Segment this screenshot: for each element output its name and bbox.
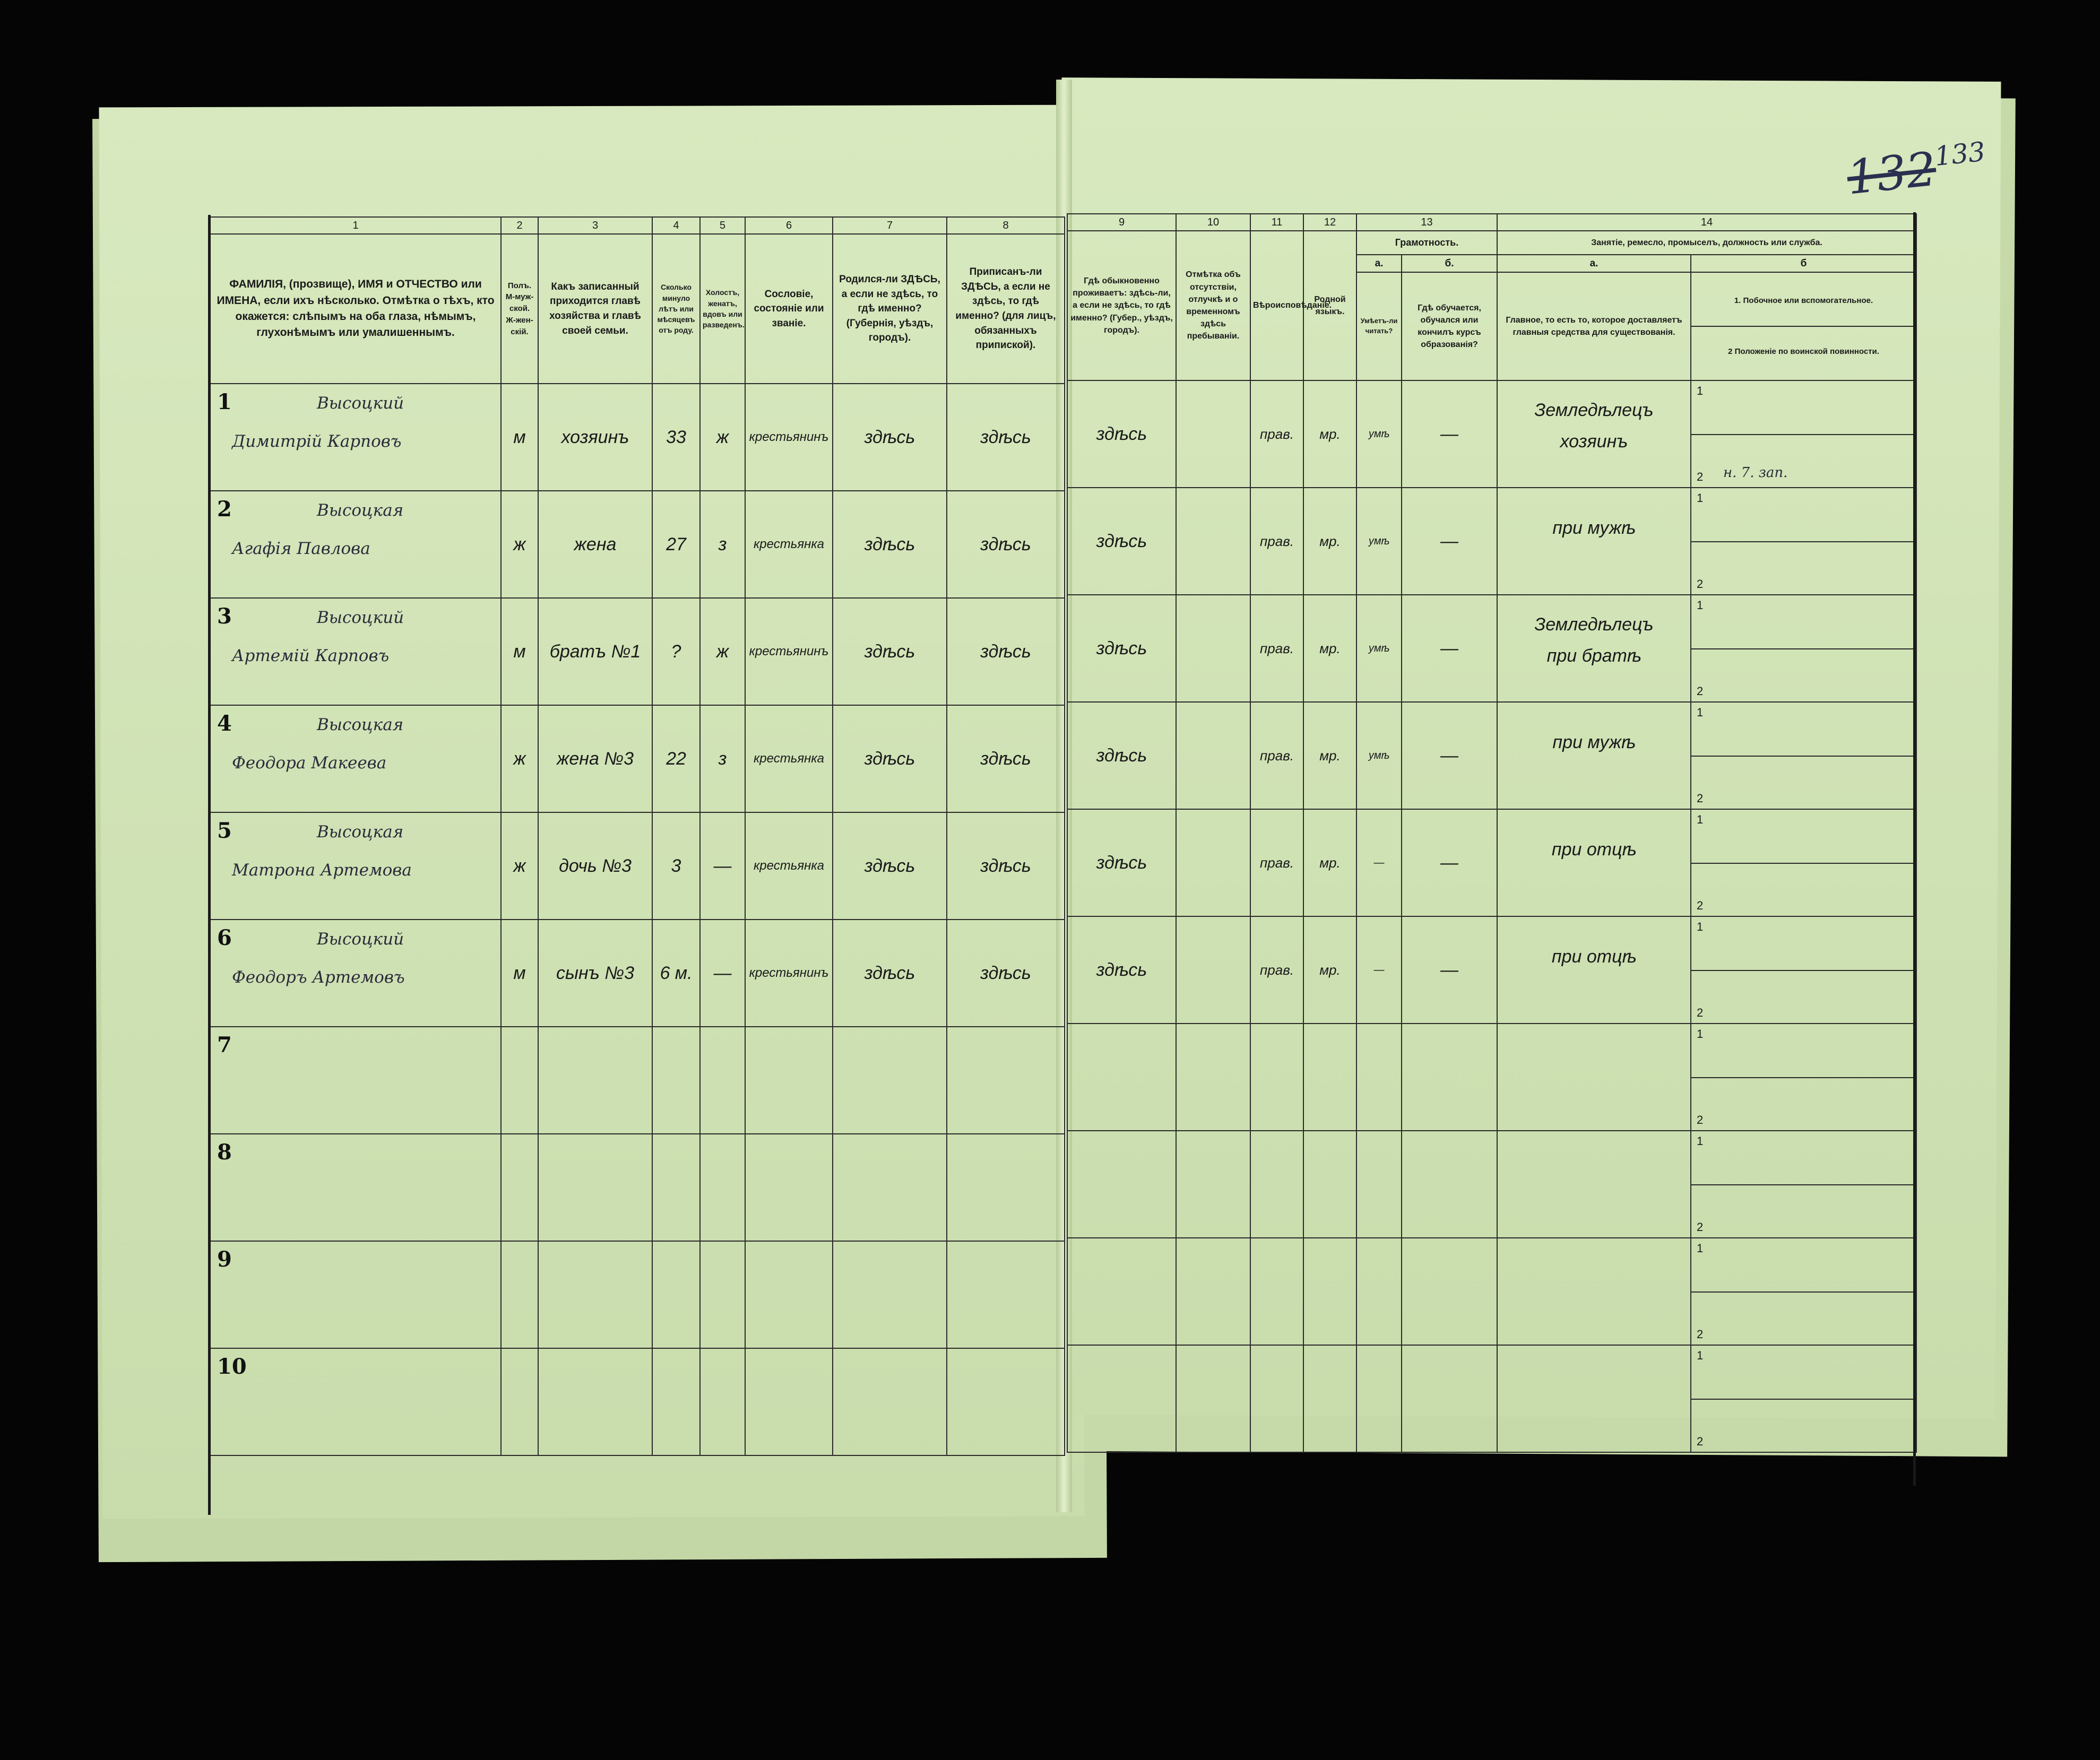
religion-cell <box>1250 1238 1303 1345</box>
residence-cell: здѣсь <box>1067 916 1176 1024</box>
main-occupation-line2: при братѣ <box>1546 646 1641 666</box>
sex-cell: ж <box>501 491 538 598</box>
marital-cell: ж <box>700 384 745 491</box>
row-number: 10 <box>217 1354 247 1379</box>
residence-cell <box>1067 1131 1176 1238</box>
relation-cell <box>538 1241 652 1348</box>
relation-cell <box>538 1027 652 1134</box>
age-cell: 6 м. <box>652 920 700 1027</box>
row-number: 6 <box>217 925 232 950</box>
age-cell: 27 <box>652 491 700 598</box>
row-number: 4 <box>217 711 232 736</box>
sex-cell <box>501 1027 538 1134</box>
header-residence: Гдѣ обыкновенно проживаетъ: здѣсь-ли, а если не здѣсь, то гдѣ именно? (Губер., уѣздъ, городъ). <box>1067 231 1176 380</box>
side-occupation-cell: 1 2 <box>1691 916 1916 1024</box>
column-number: 8 <box>947 217 1065 234</box>
religion-cell: прав. <box>1250 380 1303 488</box>
main-occupation-cell <box>1497 809 1691 916</box>
surname: Высоцкий <box>317 930 404 949</box>
reads-cell: умѣ <box>1356 488 1402 595</box>
main-occupation-line2: хозяинъ <box>1560 431 1628 452</box>
marital-cell <box>700 1241 745 1348</box>
birthplace-cell <box>833 1134 947 1241</box>
age-cell: 33 <box>652 384 700 491</box>
birthplace-cell: здѣсь <box>833 598 947 705</box>
main-occupation-cell <box>1497 1131 1691 1238</box>
language-cell: мр. <box>1303 809 1356 916</box>
table-row <box>1067 1024 1916 1131</box>
relation-cell: сынъ №3 <box>538 920 652 1027</box>
language-cell: мр. <box>1303 380 1356 488</box>
row-number: 1 <box>217 389 232 414</box>
birthplace-cell: здѣсь <box>833 491 947 598</box>
language-cell: мр. <box>1303 595 1356 702</box>
language-cell <box>1303 1024 1356 1131</box>
table-row <box>210 1027 1065 1134</box>
registered-cell <box>947 1241 1065 1348</box>
language-cell: мр. <box>1303 916 1356 1024</box>
military-status: н. 7. зап. <box>1723 465 1788 481</box>
birthplace-cell: здѣсь <box>833 705 947 812</box>
name-cell <box>210 1134 501 1241</box>
language-cell <box>1303 1345 1356 1452</box>
table-row <box>210 491 1065 598</box>
education-cell: — <box>1402 916 1497 1024</box>
reads-cell: — <box>1356 809 1402 916</box>
side-occupation-cell: 1 2 <box>1691 702 1916 809</box>
residence-cell <box>1067 1345 1176 1452</box>
sex-cell: м <box>501 920 538 1027</box>
residence-cell: здѣсь <box>1067 702 1176 809</box>
relation-cell: жена №3 <box>538 705 652 812</box>
row-number: 8 <box>217 1140 232 1165</box>
subheader-letter: а. <box>1497 255 1691 273</box>
birthplace-cell <box>833 1348 947 1455</box>
estate-cell: крестьянинъ <box>745 384 833 491</box>
absence-cell <box>1176 595 1250 702</box>
relation-cell: хозяинъ <box>538 384 652 491</box>
census-table-left <box>210 216 1065 1456</box>
language-cell <box>1303 1238 1356 1345</box>
side-occupation-cell: 1 2 н. 7. зап. <box>1691 380 1916 488</box>
education-cell: — <box>1402 380 1497 488</box>
main-occupation-cell <box>1497 1345 1691 1452</box>
language-cell: мр. <box>1303 702 1356 809</box>
estate-cell <box>745 1027 833 1134</box>
residence-cell: здѣсь <box>1067 380 1176 488</box>
age-cell: ? <box>652 598 700 705</box>
marital-cell <box>700 1348 745 1455</box>
marital-cell: з <box>700 491 745 598</box>
column-number: 9 <box>1067 214 1176 231</box>
side-occupation-cell: 1 2 <box>1691 488 1916 595</box>
name-cell <box>210 384 501 491</box>
main-occupation-cell <box>1497 1024 1691 1131</box>
header-birthplace: Родился-ли ЗДѢСЬ, а если не здѣсь, то гдѣ именно? (Губернія, уѣздъ, городъ). <box>833 234 947 384</box>
absence-cell <box>1176 1024 1250 1131</box>
absence-cell <box>1176 916 1250 1024</box>
column-header-row <box>210 234 1065 384</box>
registered-cell: здѣсь <box>947 491 1065 598</box>
estate-cell: крестьянка <box>745 705 833 812</box>
main-occupation-cell <box>1497 488 1691 595</box>
estate-cell: крестьянинъ <box>745 920 833 1027</box>
name-cell <box>210 598 501 705</box>
reads-cell <box>1356 1345 1402 1452</box>
registered-cell: здѣсь <box>947 812 1065 920</box>
column-number: 11 <box>1250 214 1303 231</box>
birthplace-cell <box>833 1027 947 1134</box>
side-occupation-cell: 1 2 <box>1691 1024 1916 1131</box>
language-cell <box>1303 1131 1356 1238</box>
marital-cell: з <box>700 705 745 812</box>
header-occupation: Занятіе, ремесло, промыселъ, должность или служба. <box>1497 231 1916 255</box>
header-relation: Какъ записанный приходится главѣ хозяйства и главѣ своей семьи. <box>538 234 652 384</box>
name-cell <box>210 1241 501 1348</box>
age-cell <box>652 1241 700 1348</box>
registered-cell: здѣсь <box>947 920 1065 1027</box>
birthplace-cell <box>833 1241 947 1348</box>
column-number-row <box>210 217 1065 234</box>
header-estate: Сословіе, состояніе или званіе. <box>745 234 833 384</box>
absence-cell <box>1176 1238 1250 1345</box>
registered-cell <box>947 1348 1065 1455</box>
header-language: Родной языкъ. <box>1303 231 1356 380</box>
column-number-row <box>1067 214 1916 231</box>
religion-cell <box>1250 1024 1303 1131</box>
surname: Высоцкий <box>317 394 404 413</box>
given-name: Артемій Карповъ <box>232 646 390 665</box>
column-number: 5 <box>700 217 745 234</box>
sex-cell: м <box>501 598 538 705</box>
row-number: 7 <box>217 1033 232 1057</box>
relation-cell: дочь №3 <box>538 812 652 920</box>
surname: Высоцкая <box>317 715 404 734</box>
reads-cell: умѣ <box>1356 595 1402 702</box>
residence-cell <box>1067 1238 1176 1345</box>
religion-cell <box>1250 1345 1303 1452</box>
estate-cell <box>745 1134 833 1241</box>
row-number: 2 <box>217 497 232 522</box>
header-side-occupation <box>1691 272 1916 380</box>
reads-cell: умѣ <box>1356 702 1402 809</box>
religion-cell: прав. <box>1250 702 1303 809</box>
reads-cell: — <box>1356 916 1402 1024</box>
education-cell <box>1402 1024 1497 1131</box>
given-name: Агафія Павлова <box>232 539 370 558</box>
residence-cell: здѣсь <box>1067 595 1176 702</box>
table-row <box>210 705 1065 812</box>
subheader-letter: б. <box>1402 255 1497 273</box>
registered-cell <box>947 1134 1065 1241</box>
table-row <box>210 384 1065 491</box>
side-occupation-cell: 1 2 <box>1691 809 1916 916</box>
side-occupation-cell: 1 2 <box>1691 1238 1916 1345</box>
education-cell: — <box>1402 595 1497 702</box>
column-number: 12 <box>1303 214 1356 231</box>
reads-cell <box>1356 1131 1402 1238</box>
main-occupation-cell <box>1497 595 1691 702</box>
column-number: 6 <box>745 217 833 234</box>
table-row <box>210 1134 1065 1241</box>
sex-cell: ж <box>501 812 538 920</box>
given-name: Феодора Макеева <box>232 753 387 773</box>
marital-cell: — <box>700 920 745 1027</box>
absence-cell <box>1176 809 1250 916</box>
given-name: Феодоръ Артемовъ <box>232 968 405 987</box>
header-reads: Умѣетъ-ли читать? <box>1356 272 1402 380</box>
education-cell <box>1402 1345 1497 1452</box>
sex-cell <box>501 1241 538 1348</box>
table-row <box>1067 380 1916 488</box>
absence-cell <box>1176 488 1250 595</box>
name-cell <box>210 812 501 920</box>
marital-cell: ж <box>700 598 745 705</box>
main-occupation-cell <box>1497 1238 1691 1345</box>
registered-cell <box>947 1027 1065 1134</box>
column-number: 10 <box>1176 214 1250 231</box>
surname: Высоцкая <box>317 501 404 520</box>
education-cell <box>1402 1238 1497 1345</box>
name-cell <box>210 920 501 1027</box>
given-name: Димитрій Карповъ <box>232 432 402 451</box>
header-marital: Холостъ, женатъ, вдовъ или разведенъ. <box>700 234 745 384</box>
table-row <box>1067 1131 1916 1238</box>
table-row <box>1067 1345 1916 1452</box>
column-header-row <box>1067 231 1916 255</box>
subheader-letter: а. <box>1356 255 1402 273</box>
religion-cell <box>1250 1131 1303 1238</box>
relation-cell: братъ №1 <box>538 598 652 705</box>
language-cell: мр. <box>1303 488 1356 595</box>
reads-cell <box>1356 1024 1402 1131</box>
table-row <box>1067 1238 1916 1345</box>
relation-cell: жена <box>538 491 652 598</box>
absence-cell <box>1176 1345 1250 1452</box>
column-number: 7 <box>833 217 947 234</box>
age-cell: 22 <box>652 705 700 812</box>
estate-cell: крестьянка <box>745 812 833 920</box>
reads-cell <box>1356 1238 1402 1345</box>
main-occupation-line1: при мужѣ <box>1552 517 1636 538</box>
residence-cell: здѣсь <box>1067 809 1176 916</box>
table-row <box>1067 702 1916 809</box>
subheader-letter: б <box>1691 255 1916 273</box>
age-cell: 3 <box>652 812 700 920</box>
marital-cell <box>700 1134 745 1241</box>
table-row <box>210 1348 1065 1455</box>
age-cell <box>652 1027 700 1134</box>
name-cell <box>210 491 501 598</box>
header-military-status: 2 Положеніе по воинской повинности. <box>1728 347 1879 357</box>
column-number: 14 <box>1497 214 1916 231</box>
estate-cell <box>745 1241 833 1348</box>
education-cell: — <box>1402 488 1497 595</box>
header-name: ФАМИЛІЯ, (прозвище), ИМЯ и ОТЧЕСТВО или ИМЕНА, если ихъ нѣсколько. Отмѣтка о тѣхъ, кто окажется: слѣпымъ на оба глаза, нѣмымъ, глухонѣмымъ или умалишеннымъ. <box>210 234 501 384</box>
residence-cell <box>1067 1024 1176 1131</box>
birthplace-cell: здѣсь <box>833 384 947 491</box>
side-occupation-cell: 1 2 <box>1691 1131 1916 1238</box>
registered-cell: здѣсь <box>947 384 1065 491</box>
table-row <box>1067 916 1916 1024</box>
main-occupation-line1: Земледѣлецъ <box>1534 614 1654 635</box>
table-row <box>210 920 1065 1027</box>
header-literacy: Грамотность. <box>1356 231 1497 255</box>
main-occupation-cell <box>1497 702 1691 809</box>
header-religion: Вѣроисповѣданіе. <box>1250 231 1303 380</box>
birthplace-cell: здѣсь <box>833 920 947 1027</box>
row-number: 9 <box>217 1247 232 1272</box>
given-name: Матрона Артемова <box>232 861 412 880</box>
side-occupation-cell: 1 2 <box>1691 595 1916 702</box>
sex-cell <box>501 1348 538 1455</box>
header-main-occupation: Главное, то есть то, которое доставляетъ главныя средства для существованія. <box>1497 272 1691 380</box>
absence-cell <box>1176 1131 1250 1238</box>
estate-cell: крестьянка <box>745 491 833 598</box>
birthplace-cell: здѣсь <box>833 812 947 920</box>
name-cell <box>210 705 501 812</box>
table-row <box>210 598 1065 705</box>
absence-cell <box>1176 380 1250 488</box>
header-education: Гдѣ обучается, обучался или кончилъ курсъ образованія? <box>1402 272 1497 380</box>
main-occupation-line1: при мужѣ <box>1552 732 1636 752</box>
census-table-right <box>1067 213 1917 1453</box>
education-cell <box>1402 1131 1497 1238</box>
surname: Высоцкая <box>317 822 404 842</box>
main-occupation-line1: при отцѣ <box>1551 946 1637 967</box>
row-number: 3 <box>217 604 232 629</box>
column-number: 2 <box>501 217 538 234</box>
marital-cell: — <box>700 812 745 920</box>
page-number-crossed: 132 <box>1844 141 1939 205</box>
age-cell <box>652 1134 700 1241</box>
main-occupation-cell <box>1497 380 1691 488</box>
side-occupation-cell: 1 2 <box>1691 1345 1916 1452</box>
registered-cell: здѣсь <box>947 705 1065 812</box>
relation-cell <box>538 1134 652 1241</box>
surname: Высоцкий <box>317 608 404 627</box>
sex-cell <box>501 1134 538 1241</box>
age-cell <box>652 1348 700 1455</box>
row-number: 5 <box>217 818 232 843</box>
religion-cell: прав. <box>1250 809 1303 916</box>
header-side-occupation-1: 1. Побочное или вспомогательное. <box>1691 276 1916 327</box>
table-row <box>1067 595 1916 702</box>
table-row <box>210 1241 1065 1348</box>
column-number: 4 <box>652 217 700 234</box>
marital-cell <box>700 1027 745 1134</box>
residence-cell: здѣсь <box>1067 488 1176 595</box>
column-number: 1 <box>210 217 501 234</box>
page-number-corrected: 133 <box>1933 136 1987 172</box>
reads-cell: умѣ <box>1356 380 1402 488</box>
religion-cell: прав. <box>1250 595 1303 702</box>
main-occupation-line1: Земледѣлецъ <box>1534 400 1654 420</box>
right-frame-line <box>1913 212 1916 1486</box>
main-occupation-line1: при отцѣ <box>1551 839 1637 860</box>
estate-cell: крестьянинъ <box>745 598 833 705</box>
name-cell <box>210 1348 501 1455</box>
header-age: Сколько минуло лѣтъ или мѣсяцевъ отъ роду. <box>652 234 700 384</box>
religion-cell: прав. <box>1250 488 1303 595</box>
header-registered: Приписанъ-ли ЗДѢСЬ, а если не здѣсь, то гдѣ именно? (для лицъ, обязанныхъ припиской). <box>947 234 1065 384</box>
sex-cell: м <box>501 384 538 491</box>
column-number: 3 <box>538 217 652 234</box>
main-occupation-cell <box>1497 916 1691 1024</box>
religion-cell: прав. <box>1250 916 1303 1024</box>
education-cell: — <box>1402 702 1497 809</box>
table-row <box>210 812 1065 920</box>
estate-cell <box>745 1348 833 1455</box>
absence-cell <box>1176 702 1250 809</box>
sex-cell: ж <box>501 705 538 812</box>
table-row <box>1067 488 1916 595</box>
education-cell: — <box>1402 809 1497 916</box>
header-absence: Отмѣтка объ отсутствіи, отлучкѣ и о временномъ здѣсь пребываніи. <box>1176 231 1250 380</box>
column-number: 13 <box>1356 214 1497 231</box>
registered-cell: здѣсь <box>947 598 1065 705</box>
table-row <box>1067 809 1916 916</box>
name-cell <box>210 1027 501 1134</box>
header-sex: Полъ. М-муж-ской. Ж-жен-скій. <box>501 234 538 384</box>
relation-cell <box>538 1348 652 1455</box>
left-frame-line <box>208 215 211 1515</box>
